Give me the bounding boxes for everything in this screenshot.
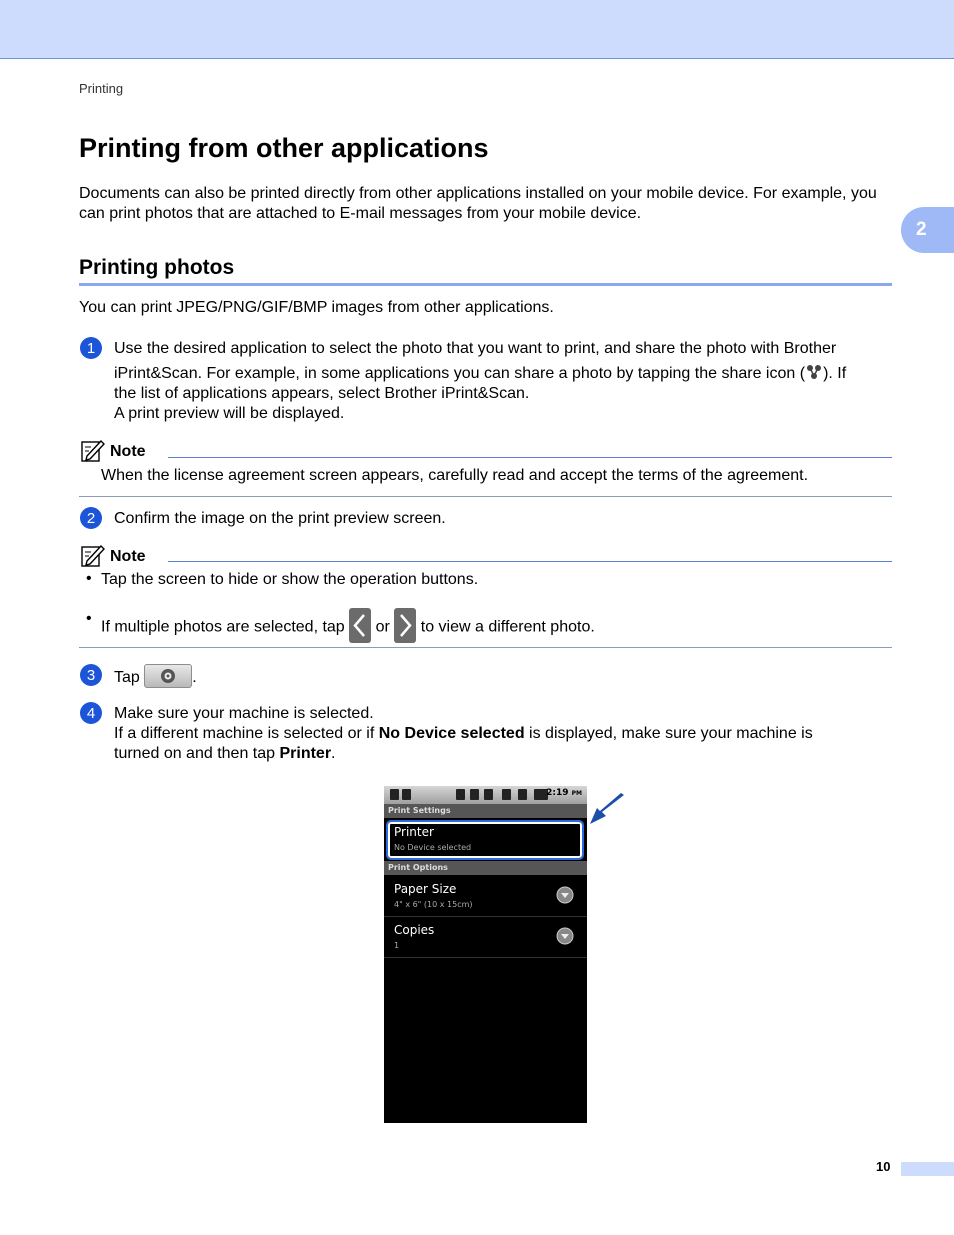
step-4-line: Make sure your machine is selected. (114, 705, 374, 722)
next-photo-button[interactable] (394, 608, 416, 643)
step-3-text-part: . (192, 669, 197, 687)
intro-paragraph: Documents can also be printed directly from other applications installed on your mobile device. For example, you can print photos that are attached to E-mail messages from your mobile device. (79, 185, 877, 222)
bluetooth-icon (456, 789, 465, 800)
row-divider (384, 916, 587, 917)
bullet-marker: • (86, 570, 92, 587)
copies-label[interactable]: Copies (394, 923, 435, 937)
print-options-header: Print Options (384, 861, 587, 875)
page-tab (901, 1162, 954, 1176)
step-1-text (114, 339, 894, 424)
wifi-icon (502, 789, 511, 800)
note-bullet-1: Tap the screen to hide or show the operation buttons. (101, 571, 479, 588)
notification-icon (390, 789, 399, 800)
step-4-text-part: Printer (279, 745, 332, 762)
step-1-text-part: ). If (823, 365, 847, 382)
step-4-line (114, 724, 894, 744)
section-lead: You can print JPEG/PNG/GIF/BMP images from other applications. (79, 299, 554, 316)
status-time (546, 788, 582, 798)
step-4-line (114, 744, 894, 764)
step-2-text: Confirm the image on the print preview screen. (114, 510, 446, 527)
page-title: Printing from other applications (79, 133, 489, 163)
printer-value: No Device selected (394, 843, 472, 852)
header-band (0, 0, 954, 59)
step-3-text-part: Tap (114, 669, 140, 687)
step-4-text-part: If a different machine is selected or if (114, 725, 379, 742)
step-number: 2 (86, 509, 96, 527)
step-1-text-part: iPrint&Scan. For example, in some applications you can share a photo by tapping the share icon ( (114, 365, 806, 382)
step-number: 1 (86, 339, 96, 357)
copies-value: 1 (394, 941, 400, 950)
step-number: 4 (86, 704, 96, 722)
step-1-line: Use the desired application to select the photo that you want to print, and share the photo with Brother (114, 340, 837, 357)
step-1-line: A print preview will be displayed. (114, 405, 345, 422)
step-4-text-part: is displayed, make sure your machine is (524, 725, 813, 742)
bullet-2-text: or (375, 618, 390, 636)
breadcrumb: Printing (79, 81, 124, 96)
step-4-badge (80, 702, 102, 724)
share-icon (805, 363, 823, 381)
chapter-tab (901, 207, 954, 253)
note-rule (168, 561, 892, 562)
camera-icon (145, 665, 191, 687)
phone-screenshot (384, 786, 587, 1123)
note-label: Note (110, 443, 146, 460)
paper-size-value: 4" x 6" (10 x 15cm) (394, 900, 473, 909)
note-end-rule (79, 496, 892, 497)
previous-photo-button[interactable] (349, 608, 371, 643)
step-1-line (114, 364, 894, 384)
note-pencil-icon (81, 438, 105, 462)
step-1-line: the list of applications appears, select Brother iPrint&Scan. (114, 385, 530, 402)
note-text: When the license agreement screen appears, carefully read and accept the terms of the agreement. (101, 467, 809, 484)
dropdown-icon[interactable] (556, 927, 574, 945)
step-4-text-part: . (331, 745, 336, 762)
chevron-left-icon (349, 608, 371, 643)
step-number: 3 (86, 666, 96, 684)
printer-label: Printer (394, 825, 434, 839)
pointer-arrow-icon (588, 792, 628, 826)
note-end-rule (79, 647, 892, 648)
step-4-text (114, 704, 894, 764)
time-ampm: PM (571, 790, 582, 797)
step-3-text (114, 666, 894, 690)
step-1-badge (80, 337, 102, 359)
chevron-right-icon (394, 608, 416, 643)
signal-icon (518, 789, 527, 800)
vibrate-icon (470, 789, 479, 800)
section-title: Printing photos (79, 256, 235, 279)
chapter-number: 2 (916, 219, 927, 240)
print-camera-button[interactable] (144, 664, 192, 688)
step-3-badge (80, 664, 102, 686)
step-2-badge (80, 507, 102, 529)
note-label: Note (110, 548, 146, 565)
row-divider (384, 957, 587, 958)
bullet-2-text: If multiple photos are selected, tap (101, 618, 345, 636)
step-4-text-part: turned on and then tap (114, 745, 280, 762)
paper-size-label[interactable]: Paper Size (394, 882, 457, 896)
page-number: 10 (876, 1159, 891, 1174)
note-pencil-icon (81, 543, 105, 567)
bullet-marker: • (86, 610, 92, 627)
print-settings-header: Print Settings (384, 804, 587, 818)
sync-icon (484, 789, 493, 800)
usb-icon (402, 789, 411, 800)
dropdown-icon[interactable] (556, 886, 574, 904)
note-rule (168, 457, 892, 458)
status-bar (384, 786, 587, 804)
time-value: 2:19 (546, 788, 569, 798)
step-4-text-part: No Device selected (378, 725, 525, 742)
note-bullet-2 (101, 610, 595, 645)
bullet-2-text: to view a different photo. (420, 618, 595, 636)
section-rule (79, 283, 892, 286)
